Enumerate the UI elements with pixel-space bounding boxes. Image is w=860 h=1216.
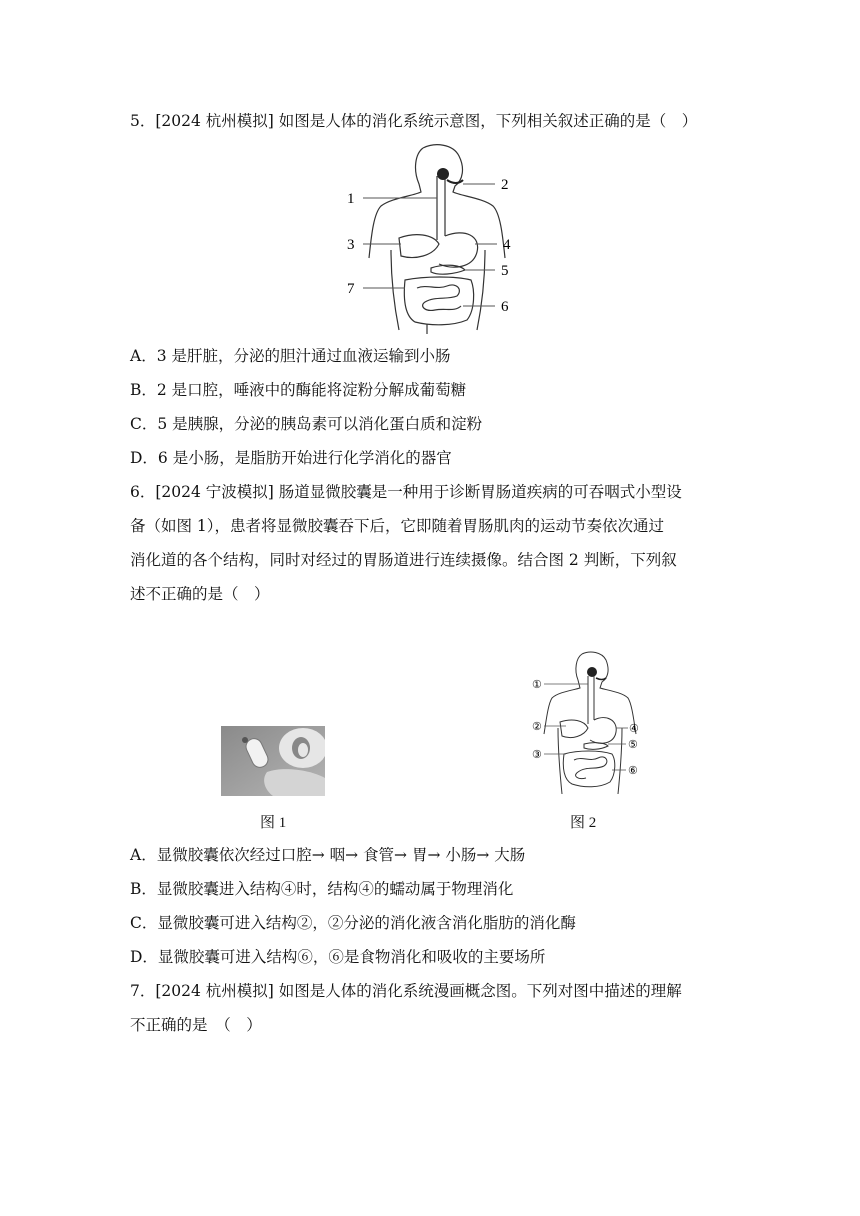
q5-option-c: C．5 是胰腺，分泌的胰岛素可以消化蛋白质和淀粉 <box>130 415 483 433</box>
q6-stem-line-4: 述不正确的是（ ） <box>130 585 270 603</box>
q5-label-3: 3 <box>347 237 355 253</box>
q7-stem-line-1: 7．[2024 杭州模拟] 如图是人体的消化系统漫画概念图。下列对图中描述的理解 <box>130 982 682 1000</box>
q6-fig2-label-3: ③ <box>532 749 542 761</box>
q6-capsule-photo <box>221 726 325 796</box>
q5-label-6: 6 <box>501 299 509 315</box>
q7-stem-line-2: 不正确的是 （ ） <box>130 1016 262 1034</box>
q6-option-c: C．显微胶囊可进入结构②，②分泌的消化液含消化脂肪的消化酶 <box>130 914 576 932</box>
q6-option-a: A．显微胶囊依次经过口腔→ 咽→ 食管→ 胃→ 小肠→ 大肠 <box>130 846 526 864</box>
q6-stem-line-2: 备（如图 1），患者将显微胶囊吞下后，它即随着胃肠肌肉的运动节奏依次通过 <box>130 517 665 535</box>
q5-label-1: 1 <box>347 191 355 207</box>
q6-stem-line-1: 6．[2024 宁波模拟] 肠道显微胶囊是一种用于诊断胃肠道疾病的可吞咽式小型设 <box>130 483 682 501</box>
q5-option-a: A．3 是肝脏，分泌的胆汁通过血液运输到小肠 <box>130 347 451 365</box>
q5-option-d: D．6 是小肠，是脂肪开始进行化学消化的器官 <box>130 449 452 467</box>
q5-label-5: 5 <box>501 263 509 279</box>
q5-option-b: B．2 是口腔，唾液中的酶能将淀粉分解成葡萄糖 <box>130 381 467 399</box>
q6-fig2-label-1: ① <box>532 679 542 691</box>
q6-fig2-label-5: ⑤ <box>628 739 638 751</box>
q6-digestive-system-diagram <box>530 648 642 798</box>
q5-label-4: 4 <box>503 237 511 253</box>
q5-stem: 5．[2024 杭州模拟] 如图是人体的消化系统示意图，下列相关叙述正确的是（ ） <box>130 112 698 130</box>
q6-option-b: B．显微胶囊进入结构④时，结构④的蠕动属于物理消化 <box>130 880 514 898</box>
q5-digestive-system-diagram <box>335 140 525 336</box>
q6-fig2-label-6: ⑥ <box>628 765 638 777</box>
q5-label-2: 2 <box>501 177 509 193</box>
q6-figure-2-caption: 图 2 <box>570 815 597 831</box>
q6-option-d: D．显微胶囊可进入结构⑥，⑥是食物消化和吸收的主要场所 <box>130 948 546 966</box>
q6-stem-line-3: 消化道的各个结构，同时对经过的胃肠道进行连续摄像。结合图 2 判断，下列叙 <box>130 551 677 569</box>
q5-label-7: 7 <box>347 281 355 297</box>
q6-figure-1-caption: 图 1 <box>260 815 287 831</box>
q6-fig2-label-2: ② <box>532 721 542 733</box>
q6-fig2-label-4: ④ <box>629 723 639 735</box>
